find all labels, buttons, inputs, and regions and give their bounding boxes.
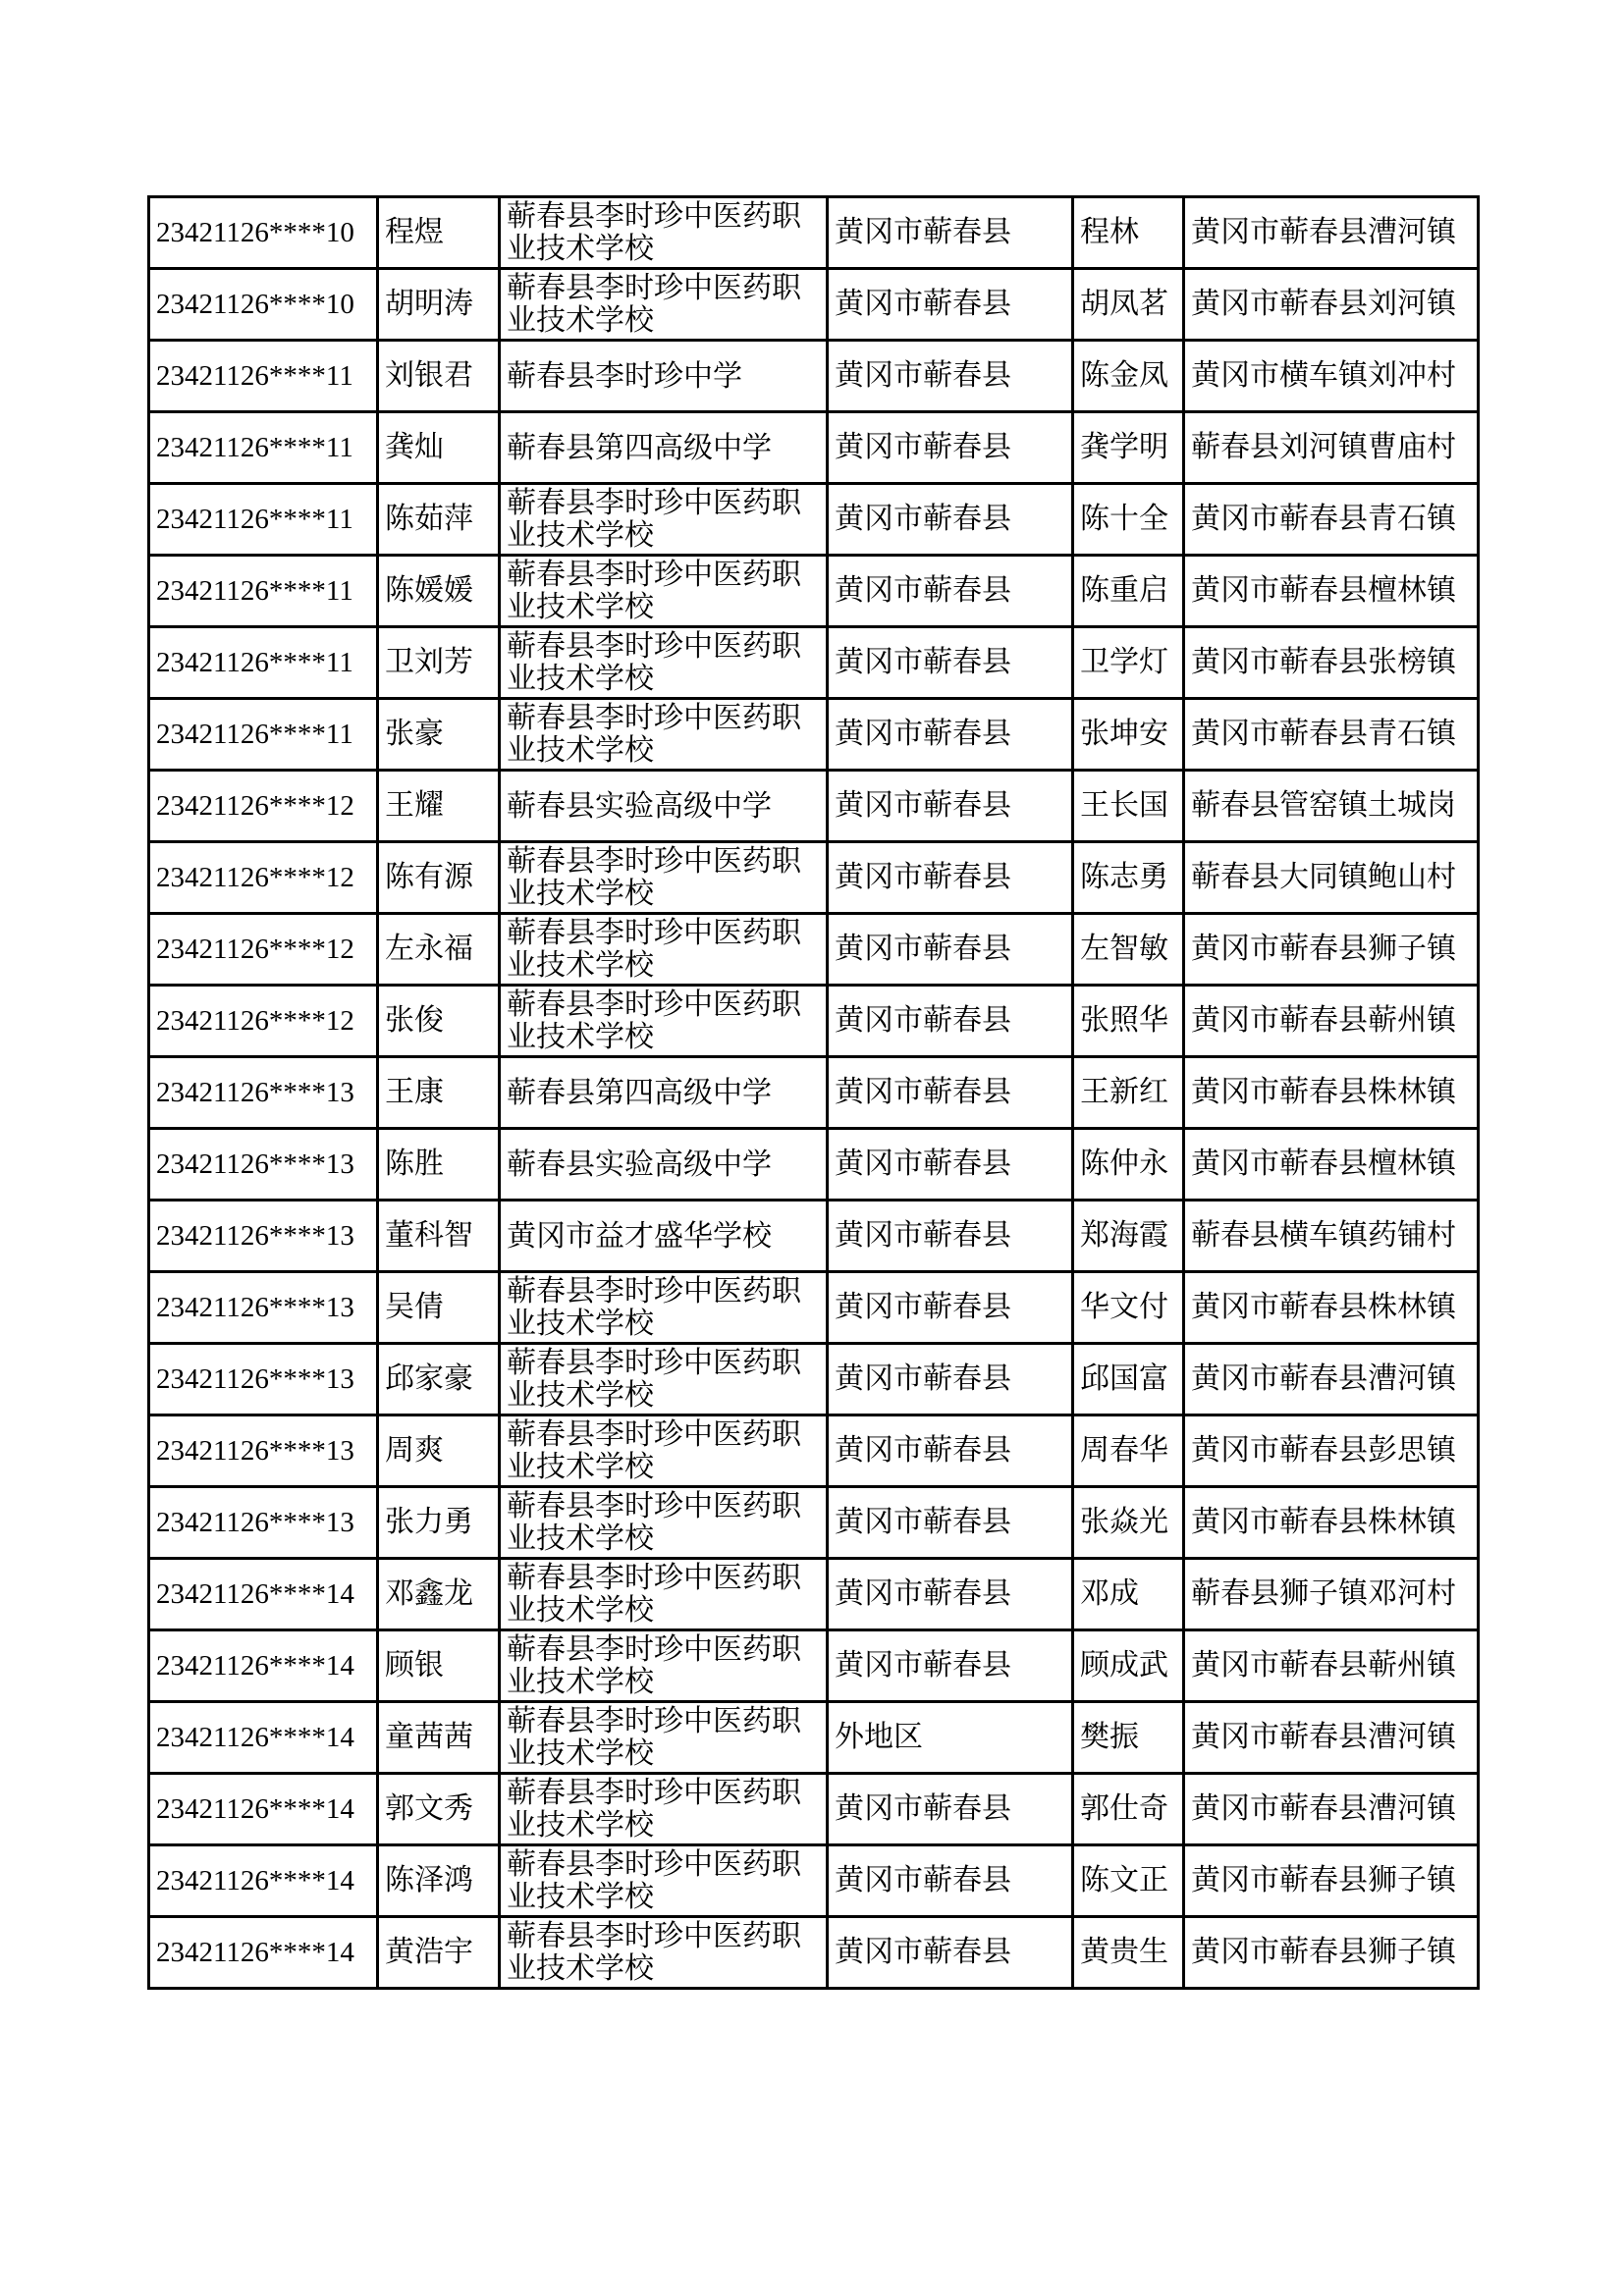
- school-cell: 蕲春县第四高级中学: [500, 1057, 828, 1129]
- table-row: [149, 1487, 1479, 1559]
- school-cell: 蕲春县李时珍中医药职业技术学校: [500, 1702, 828, 1774]
- student-name-cell: 王康: [378, 1057, 500, 1129]
- student-id-cell: 23421126****13: [149, 1415, 378, 1487]
- student-name-cell: 周爽: [378, 1415, 500, 1487]
- region-cell: 黄冈市蕲春县: [828, 1415, 1073, 1487]
- student-name-cell: 郭文秀: [378, 1774, 500, 1845]
- guardian-name-cell: 龚学明: [1073, 412, 1184, 484]
- student-name-cell: 陈泽鸿: [378, 1845, 500, 1917]
- region-cell: 外地区: [828, 1702, 1073, 1774]
- table-row: [149, 484, 1479, 556]
- student-name-cell: 邓鑫龙: [378, 1559, 500, 1630]
- table-row: [149, 1415, 1479, 1487]
- school-cell: 蕲春县李时珍中医药职业技术学校: [500, 1272, 828, 1344]
- table-row: [149, 556, 1479, 627]
- student-name-cell: 王耀: [378, 771, 500, 842]
- address-cell: 蕲春县狮子镇邓河村: [1184, 1559, 1479, 1630]
- table-row: [149, 627, 1479, 699]
- address-cell: 黄冈市蕲春县青石镇: [1184, 484, 1479, 556]
- student-id-cell: 23421126****11: [149, 341, 378, 412]
- student-name-cell: 左永福: [378, 914, 500, 986]
- student-name-cell: 刘银君: [378, 341, 500, 412]
- school-cell: 蕲春县李时珍中医药职业技术学校: [500, 197, 828, 269]
- school-cell: 蕲春县李时珍中医药职业技术学校: [500, 1344, 828, 1415]
- student-name-cell: 顾银: [378, 1630, 500, 1702]
- address-cell: 黄冈市蕲春县株林镇: [1184, 1057, 1479, 1129]
- student-name-cell: 卫刘芳: [378, 627, 500, 699]
- region-cell: 黄冈市蕲春县: [828, 269, 1073, 341]
- table-row: [149, 1057, 1479, 1129]
- region-cell: 黄冈市蕲春县: [828, 484, 1073, 556]
- region-cell: 黄冈市蕲春县: [828, 986, 1073, 1057]
- table-row: [149, 1774, 1479, 1845]
- school-cell: 蕲春县李时珍中医药职业技术学校: [500, 986, 828, 1057]
- student-name-cell: 张俊: [378, 986, 500, 1057]
- school-cell: 黄冈市益才盛华学校: [500, 1201, 828, 1272]
- guardian-name-cell: 卫学灯: [1073, 627, 1184, 699]
- address-cell: 黄冈市蕲春县彭思镇: [1184, 1415, 1479, 1487]
- table-body: [149, 197, 1479, 1989]
- address-cell: 黄冈市蕲春县狮子镇: [1184, 1917, 1479, 1989]
- student-name-cell: 吴倩: [378, 1272, 500, 1344]
- address-cell: 黄冈市蕲春县漕河镇: [1184, 1344, 1479, 1415]
- guardian-name-cell: 王长国: [1073, 771, 1184, 842]
- guardian-name-cell: 华文付: [1073, 1272, 1184, 1344]
- guardian-name-cell: 陈仲永: [1073, 1129, 1184, 1201]
- student-id-cell: 23421126****14: [149, 1702, 378, 1774]
- student-name-cell: 陈胜: [378, 1129, 500, 1201]
- region-cell: 黄冈市蕲春县: [828, 842, 1073, 914]
- guardian-name-cell: 樊振: [1073, 1702, 1184, 1774]
- guardian-name-cell: 左智敏: [1073, 914, 1184, 986]
- student-name-cell: 陈茹萍: [378, 484, 500, 556]
- school-cell: 蕲春县李时珍中医药职业技术学校: [500, 1415, 828, 1487]
- address-cell: 黄冈市蕲春县株林镇: [1184, 1272, 1479, 1344]
- student-id-cell: 23421126****10: [149, 269, 378, 341]
- table-row: [149, 1559, 1479, 1630]
- guardian-name-cell: 陈十全: [1073, 484, 1184, 556]
- address-cell: 黄冈市蕲春县漕河镇: [1184, 1774, 1479, 1845]
- region-cell: 黄冈市蕲春县: [828, 914, 1073, 986]
- guardian-name-cell: 王新红: [1073, 1057, 1184, 1129]
- student-id-cell: 23421126****13: [149, 1487, 378, 1559]
- address-cell: 黄冈市蕲春县漕河镇: [1184, 1702, 1479, 1774]
- table-row: [149, 1702, 1479, 1774]
- region-cell: 黄冈市蕲春县: [828, 1559, 1073, 1630]
- student-id-cell: 23421126****10: [149, 197, 378, 269]
- address-cell: 黄冈市蕲春县檀林镇: [1184, 1129, 1479, 1201]
- table-row: [149, 914, 1479, 986]
- school-cell: 蕲春县李时珍中医药职业技术学校: [500, 842, 828, 914]
- student-id-cell: 23421126****12: [149, 842, 378, 914]
- address-cell: 黄冈市蕲春县狮子镇: [1184, 914, 1479, 986]
- address-cell: 蕲春县刘河镇曹庙村: [1184, 412, 1479, 484]
- region-cell: 黄冈市蕲春县: [828, 771, 1073, 842]
- school-cell: 蕲春县李时珍中医药职业技术学校: [500, 1630, 828, 1702]
- region-cell: 黄冈市蕲春县: [828, 1487, 1073, 1559]
- address-cell: 黄冈市蕲春县檀林镇: [1184, 556, 1479, 627]
- region-cell: 黄冈市蕲春县: [828, 1630, 1073, 1702]
- guardian-name-cell: 邱国富: [1073, 1344, 1184, 1415]
- school-cell: 蕲春县第四高级中学: [500, 412, 828, 484]
- guardian-name-cell: 张坤安: [1073, 699, 1184, 771]
- address-cell: 黄冈市蕲春县漕河镇: [1184, 197, 1479, 269]
- region-cell: 黄冈市蕲春县: [828, 1129, 1073, 1201]
- region-cell: 黄冈市蕲春县: [828, 627, 1073, 699]
- student-id-cell: 23421126****14: [149, 1845, 378, 1917]
- table-row: [149, 341, 1479, 412]
- table-row: [149, 986, 1479, 1057]
- student-name-cell: 张豪: [378, 699, 500, 771]
- school-cell: 蕲春县李时珍中医药职业技术学校: [500, 914, 828, 986]
- guardian-name-cell: 陈重启: [1073, 556, 1184, 627]
- table-row: [149, 269, 1479, 341]
- school-cell: 蕲春县李时珍中医药职业技术学校: [500, 269, 828, 341]
- student-id-cell: 23421126****14: [149, 1630, 378, 1702]
- student-id-cell: 23421126****13: [149, 1057, 378, 1129]
- student-id-cell: 23421126****11: [149, 627, 378, 699]
- table-row: [149, 1272, 1479, 1344]
- address-cell: 蕲春县大同镇鲍山村: [1184, 842, 1479, 914]
- school-cell: 蕲春县李时珍中医药职业技术学校: [500, 484, 828, 556]
- guardian-name-cell: 陈金凤: [1073, 341, 1184, 412]
- region-cell: 黄冈市蕲春县: [828, 1272, 1073, 1344]
- region-cell: 黄冈市蕲春县: [828, 1344, 1073, 1415]
- guardian-name-cell: 黄贵生: [1073, 1917, 1184, 1989]
- student-id-cell: 23421126****11: [149, 412, 378, 484]
- student-id-cell: 23421126****12: [149, 986, 378, 1057]
- guardian-name-cell: 周春华: [1073, 1415, 1184, 1487]
- table-row: [149, 1129, 1479, 1201]
- student-name-cell: 邱家豪: [378, 1344, 500, 1415]
- guardian-name-cell: 陈志勇: [1073, 842, 1184, 914]
- student-id-cell: 23421126****11: [149, 556, 378, 627]
- school-cell: 蕲春县李时珍中医药职业技术学校: [500, 627, 828, 699]
- student-name-cell: 陈媛媛: [378, 556, 500, 627]
- school-cell: 蕲春县李时珍中医药职业技术学校: [500, 556, 828, 627]
- guardian-name-cell: 郑海霞: [1073, 1201, 1184, 1272]
- student-id-cell: 23421126****13: [149, 1201, 378, 1272]
- student-id-cell: 23421126****14: [149, 1774, 378, 1845]
- table-row: [149, 1201, 1479, 1272]
- region-cell: 黄冈市蕲春县: [828, 341, 1073, 412]
- school-cell: 蕲春县李时珍中医药职业技术学校: [500, 1917, 828, 1989]
- student-id-cell: 23421126****13: [149, 1272, 378, 1344]
- address-cell: 黄冈市蕲春县狮子镇: [1184, 1845, 1479, 1917]
- guardian-name-cell: 胡凤茗: [1073, 269, 1184, 341]
- student-id-cell: 23421126****13: [149, 1129, 378, 1201]
- guardian-name-cell: 顾成武: [1073, 1630, 1184, 1702]
- region-cell: 黄冈市蕲春县: [828, 1057, 1073, 1129]
- table-row: [149, 842, 1479, 914]
- address-cell: 黄冈市蕲春县张榜镇: [1184, 627, 1479, 699]
- region-cell: 黄冈市蕲春县: [828, 699, 1073, 771]
- student-id-cell: 23421126****11: [149, 699, 378, 771]
- student-name-cell: 董科智: [378, 1201, 500, 1272]
- school-cell: 蕲春县李时珍中医药职业技术学校: [500, 1559, 828, 1630]
- region-cell: 黄冈市蕲春县: [828, 1845, 1073, 1917]
- student-list-table: [147, 195, 1480, 1990]
- student-list-table-container: [147, 195, 1480, 1990]
- address-cell: 黄冈市蕲春县刘河镇: [1184, 269, 1479, 341]
- student-id-cell: 23421126****14: [149, 1917, 378, 1989]
- guardian-name-cell: 张焱光: [1073, 1487, 1184, 1559]
- student-id-cell: 23421126****14: [149, 1559, 378, 1630]
- address-cell: 黄冈市蕲春县株林镇: [1184, 1487, 1479, 1559]
- school-cell: 蕲春县李时珍中学: [500, 341, 828, 412]
- address-cell: 蕲春县管窑镇土城岗: [1184, 771, 1479, 842]
- student-id-cell: 23421126****12: [149, 771, 378, 842]
- table-row: [149, 699, 1479, 771]
- region-cell: 黄冈市蕲春县: [828, 1917, 1073, 1989]
- address-cell: 黄冈市蕲春县蕲州镇: [1184, 986, 1479, 1057]
- guardian-name-cell: 程林: [1073, 197, 1184, 269]
- guardian-name-cell: 张照华: [1073, 986, 1184, 1057]
- student-name-cell: 龚灿: [378, 412, 500, 484]
- region-cell: 黄冈市蕲春县: [828, 412, 1073, 484]
- student-name-cell: 童茜茜: [378, 1702, 500, 1774]
- student-id-cell: 23421126****13: [149, 1344, 378, 1415]
- school-cell: 蕲春县李时珍中医药职业技术学校: [500, 1845, 828, 1917]
- region-cell: 黄冈市蕲春县: [828, 1201, 1073, 1272]
- student-id-cell: 23421126****11: [149, 484, 378, 556]
- table-row: [149, 1344, 1479, 1415]
- table-row: [149, 1630, 1479, 1702]
- address-cell: 黄冈市横车镇刘冲村: [1184, 341, 1479, 412]
- region-cell: 黄冈市蕲春县: [828, 1774, 1073, 1845]
- table-row: [149, 771, 1479, 842]
- school-cell: 蕲春县李时珍中医药职业技术学校: [500, 699, 828, 771]
- student-name-cell: 陈有源: [378, 842, 500, 914]
- guardian-name-cell: 陈文正: [1073, 1845, 1184, 1917]
- school-cell: 蕲春县李时珍中医药职业技术学校: [500, 1774, 828, 1845]
- region-cell: 黄冈市蕲春县: [828, 197, 1073, 269]
- address-cell: 蕲春县横车镇药铺村: [1184, 1201, 1479, 1272]
- table-row: [149, 197, 1479, 269]
- student-name-cell: 胡明涛: [378, 269, 500, 341]
- student-name-cell: 程煜: [378, 197, 500, 269]
- student-name-cell: 张力勇: [378, 1487, 500, 1559]
- school-cell: 蕲春县李时珍中医药职业技术学校: [500, 1487, 828, 1559]
- guardian-name-cell: 邓成: [1073, 1559, 1184, 1630]
- student-id-cell: 23421126****12: [149, 914, 378, 986]
- table-row: [149, 1845, 1479, 1917]
- table-row: [149, 1917, 1479, 1989]
- address-cell: 黄冈市蕲春县蕲州镇: [1184, 1630, 1479, 1702]
- school-cell: 蕲春县实验高级中学: [500, 771, 828, 842]
- region-cell: 黄冈市蕲春县: [828, 556, 1073, 627]
- student-name-cell: 黄浩宇: [378, 1917, 500, 1989]
- address-cell: 黄冈市蕲春县青石镇: [1184, 699, 1479, 771]
- school-cell: 蕲春县实验高级中学: [500, 1129, 828, 1201]
- guardian-name-cell: 郭仕奇: [1073, 1774, 1184, 1845]
- table-row: [149, 412, 1479, 484]
